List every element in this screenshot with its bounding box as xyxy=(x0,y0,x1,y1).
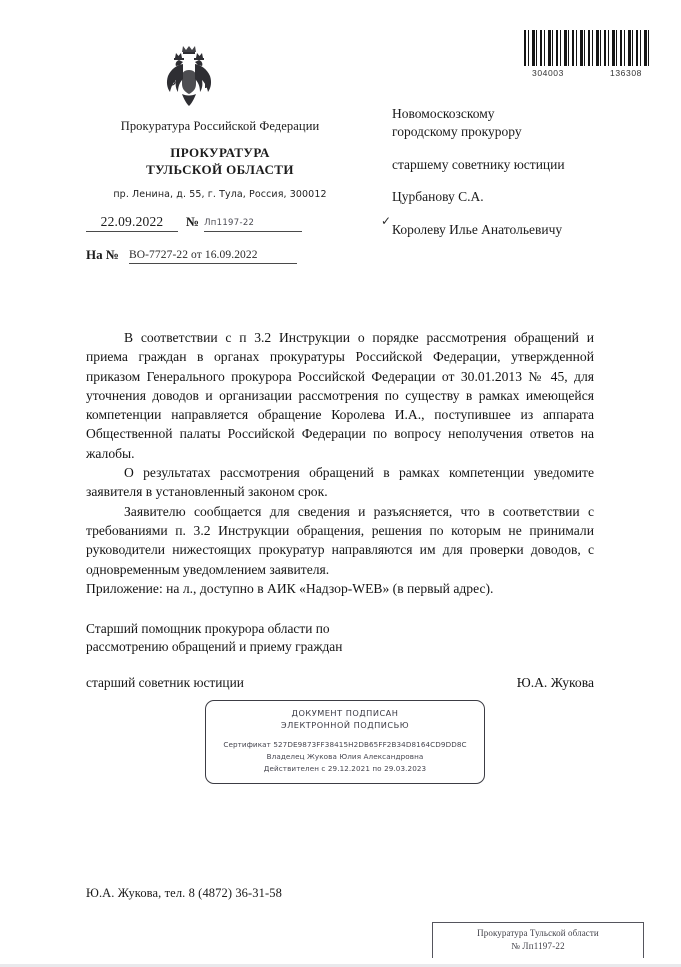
reference-date-row xyxy=(86,214,302,232)
letterhead-title-line2: ТУЛЬСКОЙ ОБЛАСТИ xyxy=(146,161,294,177)
barcode-right-digits: 136308 xyxy=(610,68,642,78)
organization-address: пр. Ленина, д. 55, г. Тула, Россия, 300012 xyxy=(113,188,327,200)
incoming-label: На № xyxy=(86,247,119,262)
addressee-name: Цурбанову С.А. xyxy=(392,189,484,205)
esign-validity: Действителен с 29.12.2021 по 29.03.2023 xyxy=(263,764,427,774)
letter-body xyxy=(86,328,594,598)
addressee-copy-name: ✓ Королеву Илье Анатольевичу xyxy=(392,221,562,239)
letterhead-title xyxy=(60,145,380,178)
addressee-spacer-2 xyxy=(392,173,654,188)
body-paragraph-1: В соответствии с п 3.2 Инструкции о порядке рассмотрения обращений и приема граждан в органах прокуратуры Российской Федерации, утвержденной приказом Генерального прокурора Российской Федерации от 30.01.2013 № 45, для уточнения доводов и организации рассмотрения по существу в рамках имеющейся компетенции направляется обращение Королева И.А., поступившее из аппарата Общественной палаты Российской Федерации по вопросу неполучения ответов на жалобы. xyxy=(86,330,594,461)
barcode-icon xyxy=(524,30,650,66)
esign-heading xyxy=(206,708,484,732)
barcode xyxy=(524,30,650,78)
document-date: 22.09.2022 xyxy=(86,214,178,232)
addressee-spacer-1 xyxy=(392,141,654,156)
barcode-left-digits: 304003 xyxy=(532,68,564,78)
signer-rank: старший советник юстиции xyxy=(86,674,244,690)
signer-position-line1: Старший помощник прокурора области по xyxy=(86,621,330,636)
registration-stamp-number: № Лп1197-22 xyxy=(511,941,565,951)
registration-stamp-org: Прокуратура Тульской области xyxy=(477,928,599,938)
number-label: № xyxy=(186,214,200,229)
esign-heading-line2: ЭЛЕКТРОННОЙ ПОДПИСЬЮ xyxy=(280,719,410,730)
addressee-rank: старшему советнику юстиции xyxy=(392,156,565,172)
signer-name: Ю.А. Жукова xyxy=(516,674,594,690)
signer-rank-row xyxy=(86,674,594,692)
esign-heading-line1: ДОКУМЕНТ ПОДПИСАН xyxy=(291,708,399,718)
body-paragraph-3: Заявителю сообщается для сведения и разъясняется, что в соответствии с требованиями п. 3.2 Инструкции обращения, решения по которым не принимали руководители нижестоящих прокуратур направляются им для проверки доводов, с одновременным уведомлением заявителя. xyxy=(86,503,594,577)
body-paragraph-2: О результатах рассмотрения обращений в рамках компетенции уведомите заявителя в установленный законом срок. xyxy=(86,465,594,500)
incoming-number: ВО-7727-22 от 16.09.2022 xyxy=(129,249,297,264)
esign-details xyxy=(206,739,484,776)
body-attachment-note: Приложение: на л., доступно в АИК «Надзор-WEB» (в первый адрес). xyxy=(86,580,494,596)
addressee-block xyxy=(392,105,654,239)
addressee-spacer-3 xyxy=(392,206,654,221)
addressee-line-1: Новомоскозскому xyxy=(392,106,495,121)
organization-name: Прокуратура Российской Федерации xyxy=(120,119,320,133)
russian-coat-of-arms-icon xyxy=(157,44,221,114)
incoming-reference-row xyxy=(86,247,297,264)
signature-block xyxy=(86,620,594,692)
barcode-digits xyxy=(524,68,650,78)
electronic-signature-stamp xyxy=(205,700,485,784)
signer-position-line2: рассмотрению обращений и приему граждан xyxy=(86,638,343,654)
addressee-line-2: городскому прокурору xyxy=(392,123,522,139)
esign-owner: Владелец Жукова Юлия Александровна xyxy=(266,752,424,762)
letterhead xyxy=(60,118,380,200)
esign-certificate: Сертификат 527DE9873FF38415H2DB65FF2B34D8164CD9DD8C xyxy=(223,739,467,749)
executor-contact: Ю.А. Жукова, тел. 8 (4872) 36-31-58 xyxy=(86,886,282,900)
registration-stamp xyxy=(432,922,644,958)
signer-position xyxy=(86,620,416,656)
letterhead-title-line1: ПРОКУРАТУРА xyxy=(170,145,270,161)
addressee-copy-row xyxy=(392,221,654,239)
document-number: Лп1197-22 xyxy=(204,218,302,232)
